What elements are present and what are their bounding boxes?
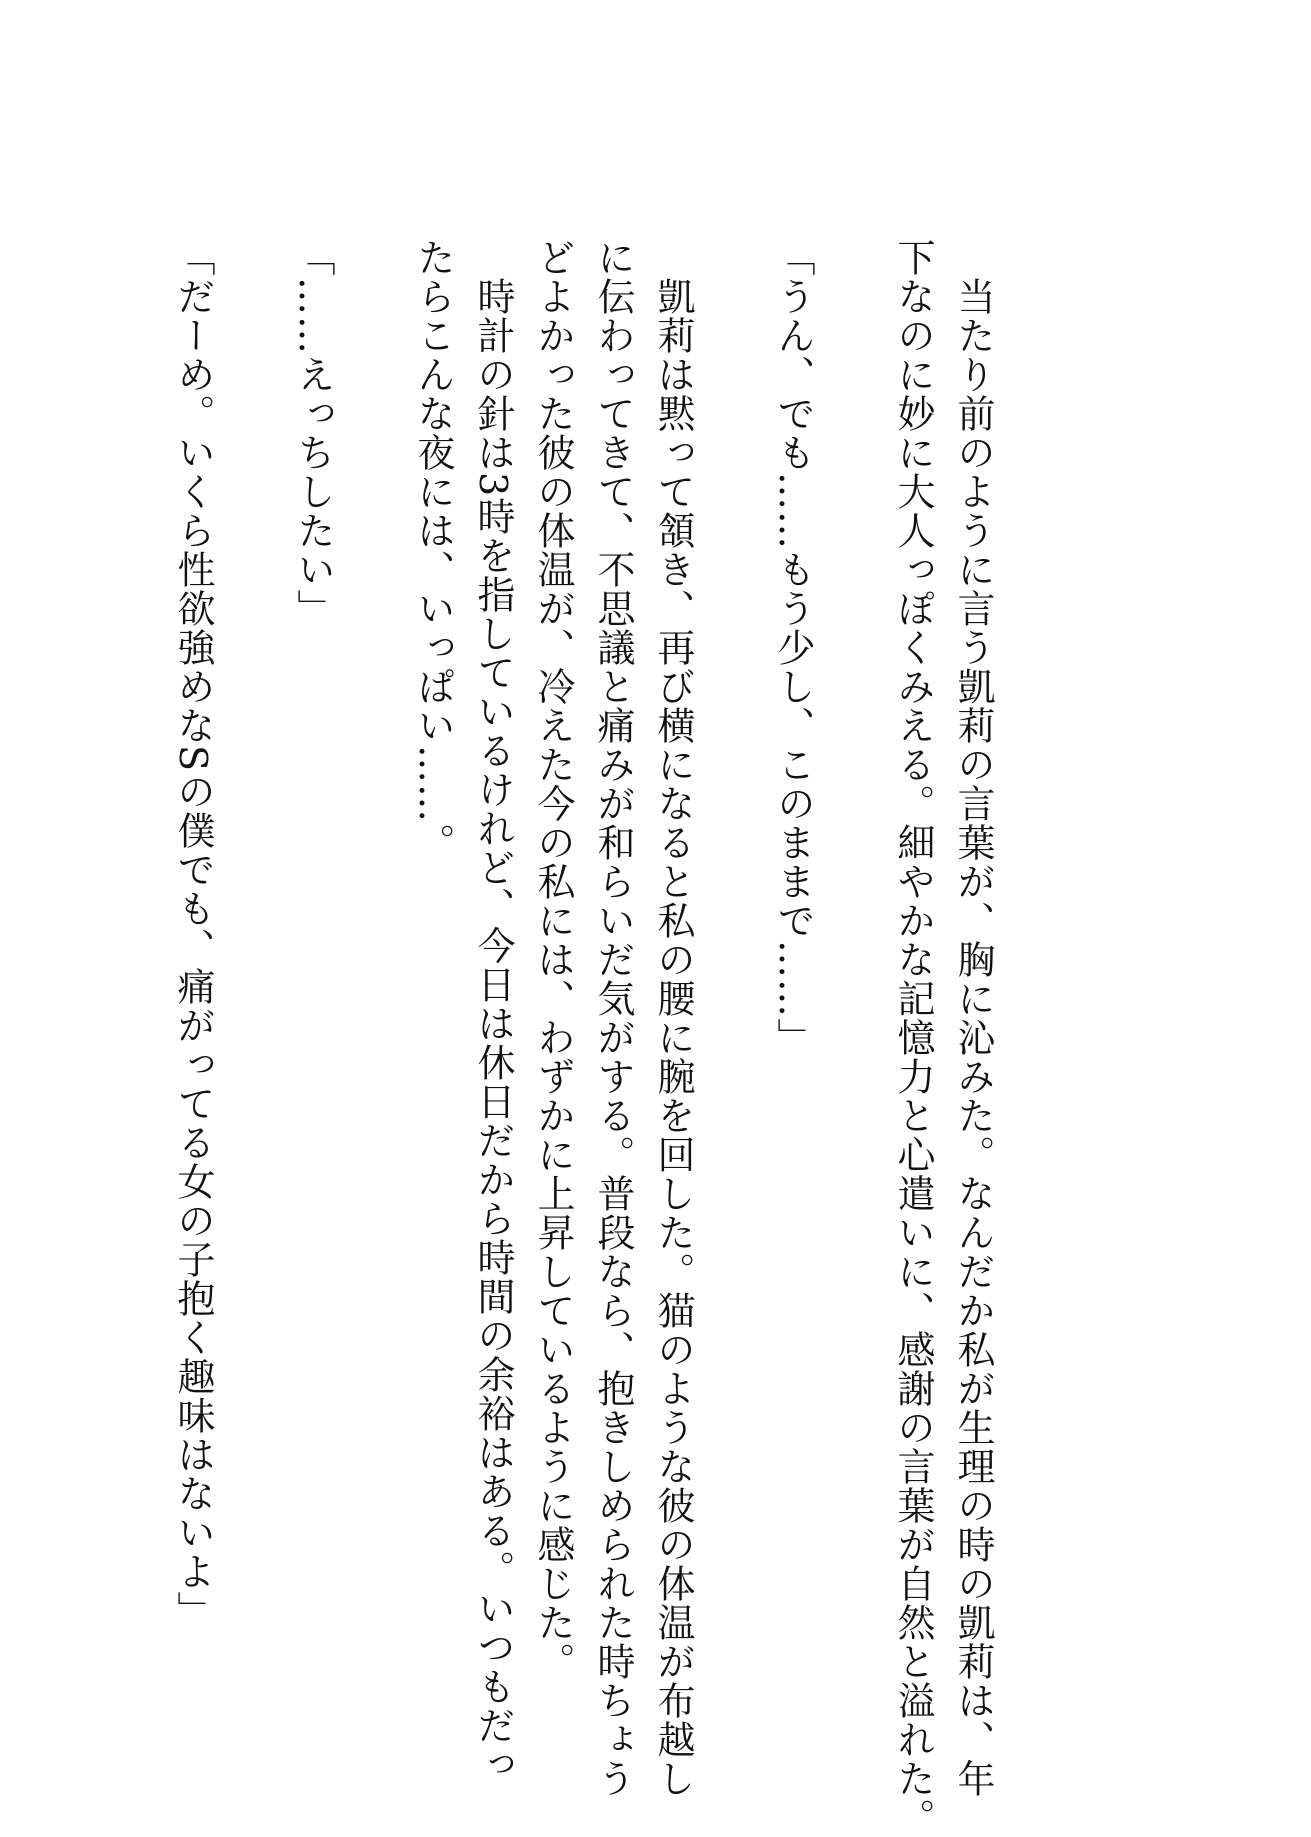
dialogue-line: 「うん、でも……もう少し、このままで……」 xyxy=(771,238,815,1057)
text-line: 凱莉は黙って頷き、再び横になると私の腰に腕を回した。猫のような彼の体温が布越し xyxy=(651,238,695,1798)
text-line: 下なのに妙に大人っぽくみえる。細やかな記憶力と心遣いに、感謝の言葉が自然と溢れた。 xyxy=(891,238,935,1837)
text-line: どよかった彼の体温が、冷えた今の私には、わずかに上昇しているように感じた。 xyxy=(531,238,575,1681)
blank-line xyxy=(823,238,883,1698)
text-line: 当たり前のように言う凱莉の言葉が、胸に沁みた。なんだか私が生理の時の凱莉は、年 xyxy=(951,238,995,1798)
text-line: 時計の針は3時を指しているけれど、今日は休日だから時間の余裕はある。いつもだっ xyxy=(471,238,515,1785)
text-line: たらこんな夜には、いっぱい……。 xyxy=(411,238,455,862)
text-line: に伝わってきて、不思議と痛みが和らいだ気がする。普段なら、抱きしめられた時ちょう xyxy=(591,238,635,1798)
dialogue-line: 「……えっちしたい」 xyxy=(291,238,335,628)
blank-line xyxy=(343,238,403,1698)
dialogue-line: 「だーめ。いくら性欲強めなSの僕でも、痛がってる女の子抱く趣味はないよ」 xyxy=(171,238,215,1631)
blank-line xyxy=(703,238,763,1698)
blank-line xyxy=(223,238,283,1698)
vertical-text-body xyxy=(163,238,1003,1837)
